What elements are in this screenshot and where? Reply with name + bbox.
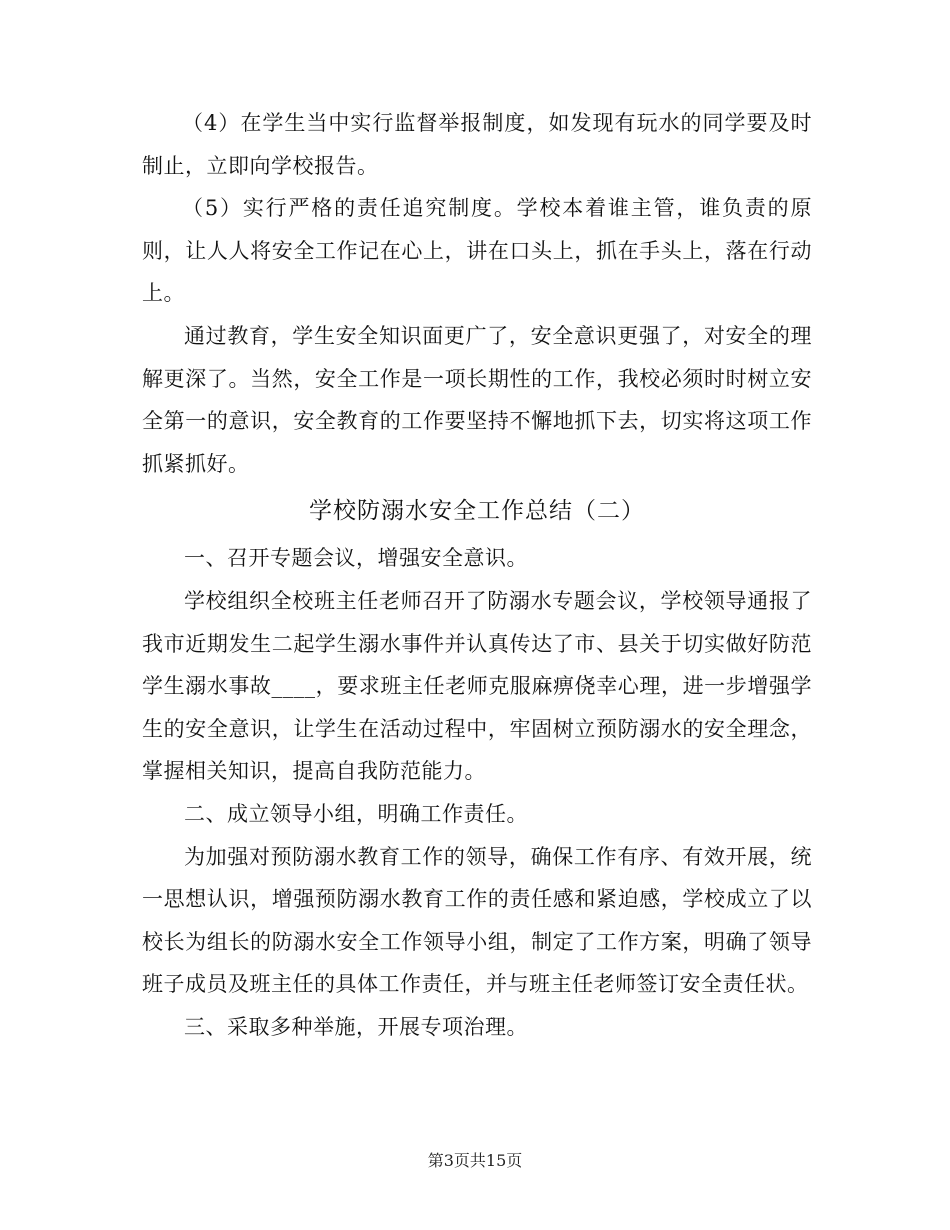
paragraph-section-2: 为加强对预防溺水教育工作的领导，确保工作有序、有效开展，统一思想认识，增强预防溺水教育工作的责任感和紧迫感，学校成立了以校长为组长的防溺水安全工作领导小组，制定了工作方案，明确了领导班子成员及班主任的具体工作责任，并与班主任老师签订安全责任状。 — [142, 844, 812, 997]
paragraph-section-1: 学校组织全校班主任老师召开了防溺水专题会议，学校领导通报了我市近期发生二起学生溺水事件并认真传达了市、县关于切实做好防范学生溺水事故____，要求班主任老师克服麻痹侥幸心理，进一步增强学生的安全意识，让学生在活动过程中，牢固树立预防溺水的安全理念，掌握相关知识，提高自我防范能力。 — [142, 588, 812, 784]
heading-section-1: 一、召开专题会议，增强安全意识。 — [184, 546, 528, 571]
section-title: 学校防溺水安全工作总结（二） — [309, 498, 645, 525]
paragraph-item-5: （5）实行严格的责任追究制度。学校本着谁主管，谁负责的原则，让人人将安全工作记在心上，讲在口头上，抓在手头上，落在行动上。 — [142, 196, 812, 306]
page-number-footer: 第3页共15页 — [427, 1151, 523, 1170]
paragraph-item-4: （4）在学生当中实行监督举报制度，如发现有玩水的同学要及时制止，立即向学校报告。 — [142, 111, 812, 178]
heading-section-2: 二、成立领导小组，明确工作责任。 — [184, 801, 528, 826]
paragraph-conclusion: 通过教育，学生安全知识面更广了，安全意识更强了，对安全的理解更深了。当然，安全工作是一项长期性的工作，我校必须时时树立安全第一的意识，安全教育的工作要坚持不懈地抓下去，切实将这项工作抓紧抓好。 — [142, 323, 812, 476]
heading-section-3: 三、采取多种举施，开展专项治理。 — [184, 1014, 528, 1039]
document-body — [142, 102, 812, 1048]
